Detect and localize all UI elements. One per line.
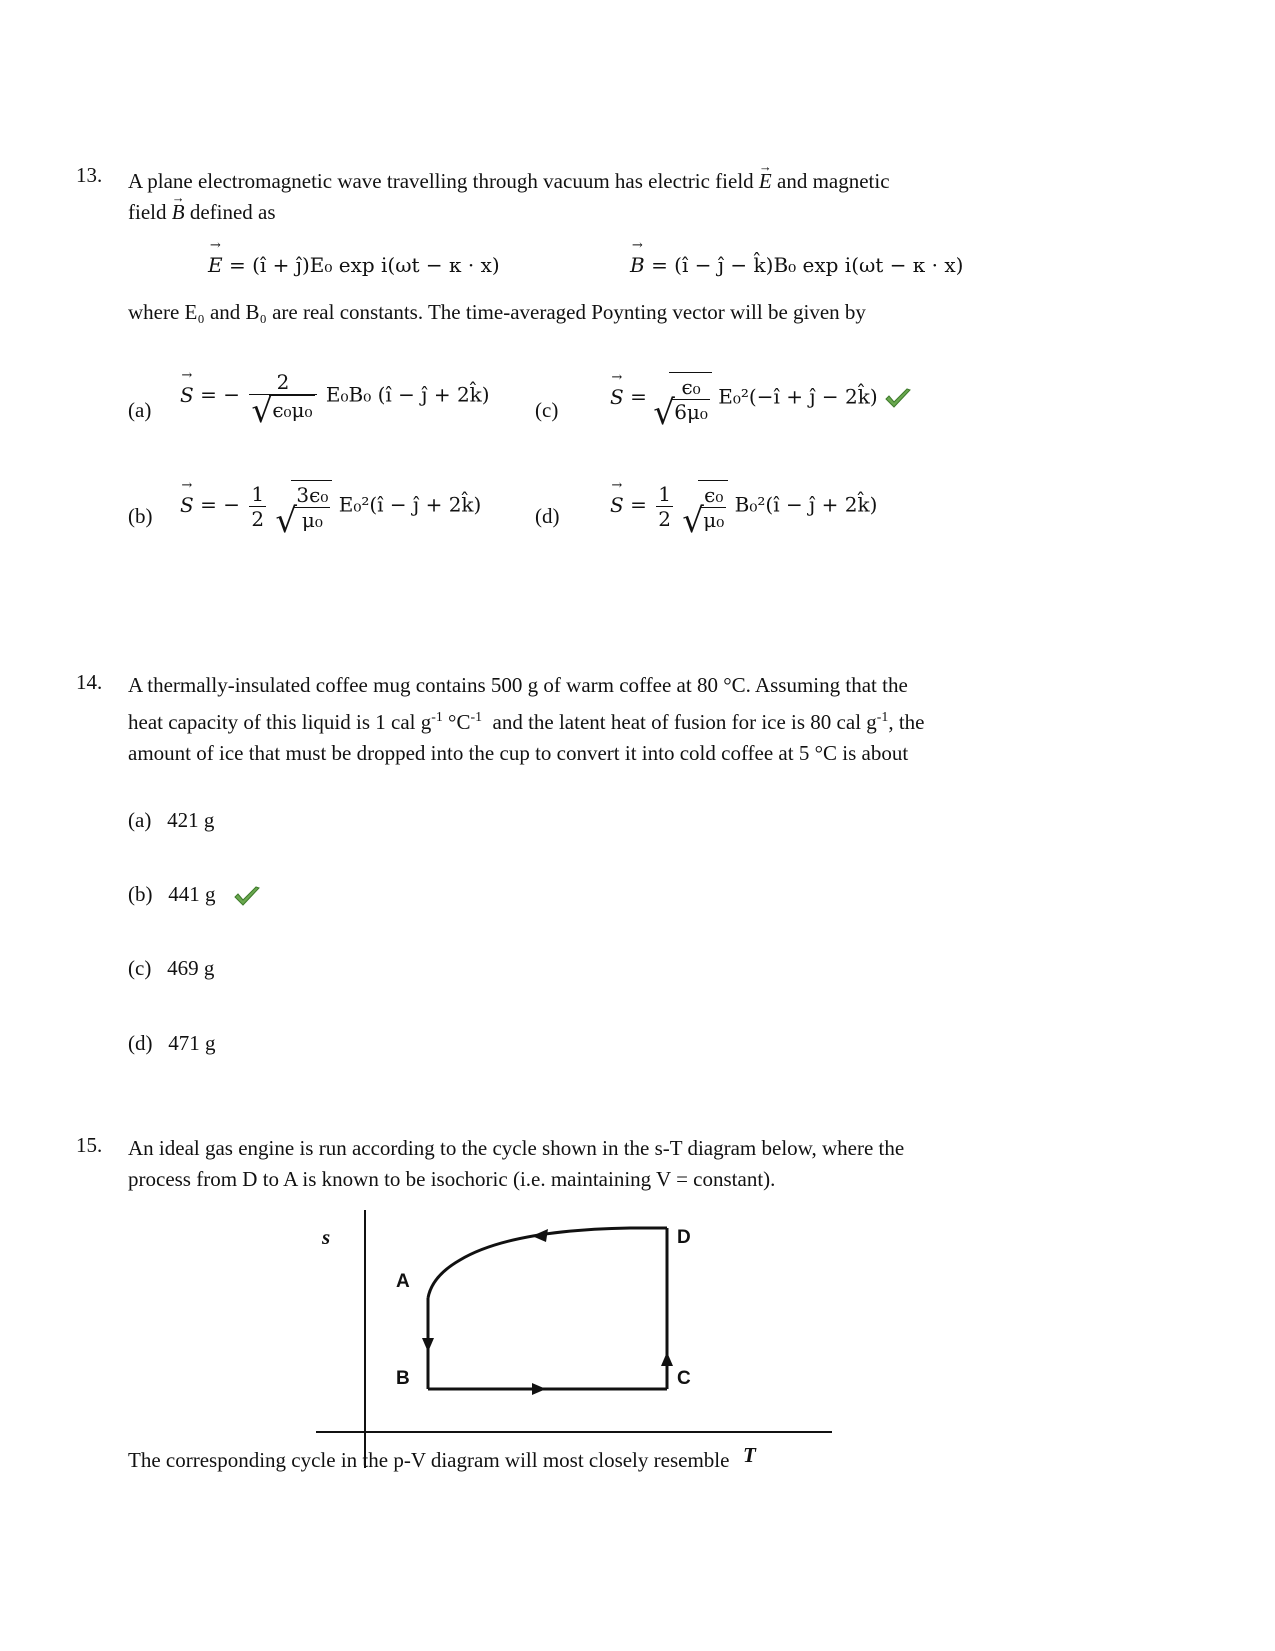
point-C-label: C: [677, 1368, 691, 1389]
point-D-label: D: [677, 1227, 691, 1248]
point-A-label: A: [396, 1271, 410, 1292]
s-T-diagram: [300, 1200, 840, 1470]
q13-option-a-label[interactable]: (a): [128, 398, 152, 422]
T-axis-label: T: [743, 1443, 756, 1467]
q15-footer: The corresponding cycle in the p-V diagram will most closely resemble: [128, 1448, 730, 1472]
q13-option-a-formula: S → = − 2 √ ϵ₀μ₀ E₀B₀ (ı̂ − ȷ̂ + 2k̂): [180, 370, 490, 422]
q13-number: 13.: [76, 163, 103, 187]
q14-option-d[interactable]: (d) 471 g: [128, 1031, 216, 1055]
q14-stem: A thermally-insulated coffee mug contains 500 g of warm coffee at 80 °C. Assuming that the heat capacity of this liquid is 1 cal $g^{-1}$ $^\circ C^{-1}$ and the latent heat of fusion for ice is 80 cal $g^{-1}$, the amount of ice that must be dropped into the cup to convert it into cold coffee at 5 °C is about: [128, 673, 925, 765]
q14-number: 14.: [76, 670, 103, 694]
arrow-left-DA: [532, 1229, 548, 1242]
q15-stem: An ideal gas engine is run according to the cycle shown in the s-T diagram below, where the process from D to A is known to be isochoric (i.e. maintaining V = constant).: [128, 1136, 905, 1191]
q13-option-b-label[interactable]: (b): [128, 504, 153, 528]
point-B-label: B: [396, 1368, 410, 1389]
q13-option-c-label[interactable]: (c): [535, 398, 559, 422]
E-vector: E →: [759, 166, 772, 197]
equation-B: B → = (ı̂ − ȷ̂ − k̂)B₀ exp i(ωt − κ · x): [630, 253, 963, 277]
q13-option-d-formula: S → = $\frac{1}{2}$ √ $\frac{\text{ϵ₀}}{\text{μ₀}}$ B₀²(ı̂ − ȷ̂ + 2k̂): [610, 480, 877, 532]
q13-option-b-formula: S → = − $\frac{1}{2}$ √ $\frac{\text{3ϵ₀}}{\text{μ₀}}$ E₀²(ı̂ − ȷ̂ + 2k̂): [180, 480, 481, 532]
B-vector: B →: [172, 197, 185, 228]
q13-option-d-label[interactable]: (d): [535, 504, 560, 528]
process-D-A: [428, 1228, 667, 1298]
arrow-right-BC: [532, 1383, 546, 1395]
correct-check-icon: [884, 387, 912, 409]
q13-where-text: where E₀ and B₀ are real constants. The time-averaged Poynting vector will be given by: [128, 300, 866, 324]
q13-option-c-formula: S → = √ $\frac{\text{ϵ₀}}{\text{6μ₀}}$ E₀²(−ı̂ + ȷ̂ − 2k̂): [610, 372, 912, 424]
equation-E: E → = (ı̂ + ȷ̂)E₀ exp i(ωt − κ · x): [208, 253, 500, 277]
arrow-up-CD: [661, 1352, 673, 1366]
correct-check-icon: [233, 885, 261, 907]
q14-option-b[interactable]: (b) 441 g: [128, 882, 261, 907]
q15-number: 15.: [76, 1133, 103, 1157]
s-axis-label: s: [322, 1225, 331, 1249]
arrow-down-AB: [422, 1338, 434, 1352]
q14-option-c[interactable]: (c) 469 g: [128, 956, 215, 980]
q13-stem: A plane electromagnetic wave travelling through vacuum has electric field E → and magnetic field B → defined as: [128, 166, 1048, 228]
q14-option-a[interactable]: (a) 421 g: [128, 808, 215, 832]
